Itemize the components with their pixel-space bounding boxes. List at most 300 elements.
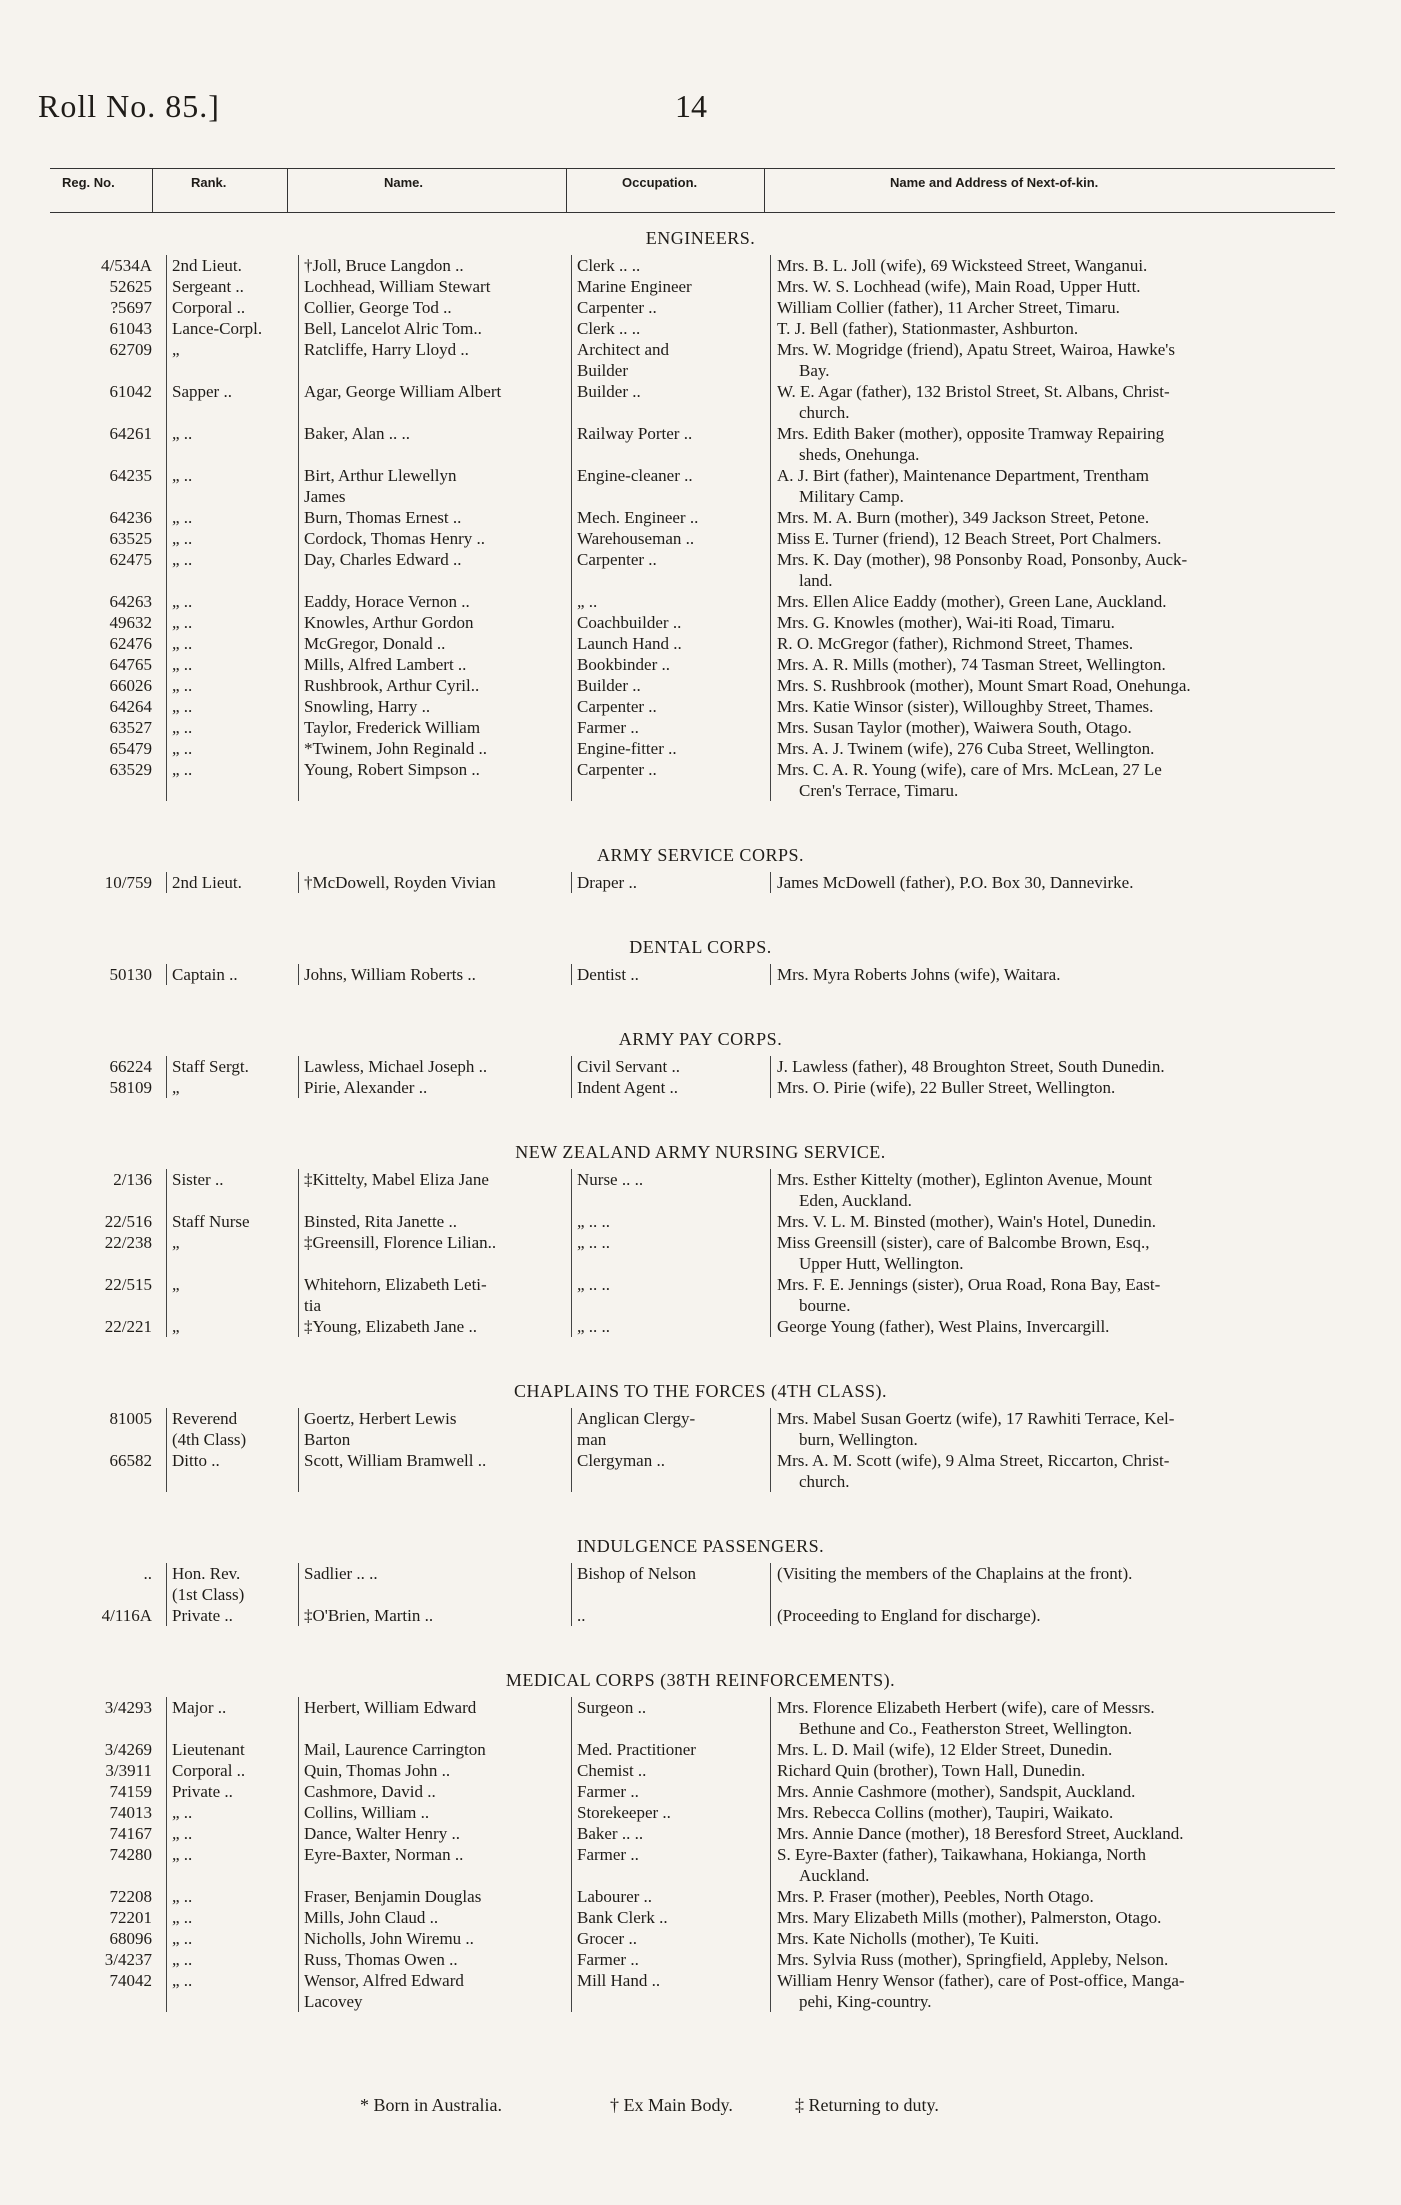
next-of-kin-cell [770,717,1372,738]
next-of-kin-cell [770,1949,1372,1970]
next-of-kin-line: Mrs. Myra Roberts Johns (wife), Waitara. [777,965,1061,984]
soldier-name-cell: Day, Charles Edward .. [298,549,569,591]
reg-number-cell: 22/516 [104,1212,152,1231]
soldier-name-cell: Young, Robert Simpson .. [298,759,569,801]
roll-entry-row [0,1450,1401,1492]
header-divider [764,168,765,212]
occupation-cell: Carpenter .. [571,696,767,717]
rank-line: Hon. Rev. [172,1564,241,1583]
reg-number-cell: 64236 [109,508,152,527]
soldier-name-line: Lacovey [304,1992,363,2011]
rank-cell: „ .. [166,465,296,507]
next-of-kin-cell [770,381,1372,423]
next-of-kin-line: Mrs. O. Pirie (wife), 22 Buller Street, Wellington. [777,1078,1116,1097]
reg-number-cell: 64264 [109,697,152,716]
occupation-cell: Marine Engineer [571,276,767,297]
next-of-kin-cell [770,1316,1372,1337]
reg-number-cell: 4/534A [101,256,152,275]
next-of-kin-line: S. Eyre-Baxter (father), Taikawhana, Hokianga, North [777,1845,1147,1864]
reg-number-cell: 66224 [109,1057,152,1076]
next-of-kin-line: Mrs. Florence Elizabeth Herbert (wife), care of Messrs. [777,1698,1155,1717]
occupation-cell: Dentist .. [571,964,767,985]
rank-cell: „ .. [166,696,296,717]
reg-number-cell: 64765 [109,655,152,674]
reg-number-cell: 22/515 [104,1275,152,1294]
occupation-line: Anglican Clergy- [577,1409,696,1428]
occupation-cell: Carpenter .. [571,297,767,318]
next-of-kin-line: Military Camp. [799,487,904,506]
soldier-name-cell: Johns, William Roberts .. [298,964,569,985]
reg-number-cell: 72201 [109,1908,152,1927]
next-of-kin-line: Mrs. V. L. M. Binsted (mother), Wain's Hotel, Dunedin. [777,1212,1156,1231]
next-of-kin-line: Mrs. Ellen Alice Eaddy (mother), Green Lane, Auckland. [777,592,1167,611]
rank-line: Reverend [172,1409,238,1428]
rank-cell: „ [166,1077,296,1098]
rank-cell: „ .. [166,1928,296,1949]
soldier-name-cell: Ratcliffe, Harry Lloyd .. [298,339,569,381]
roll-entry-row [0,255,1401,276]
soldier-name-line: James [304,487,346,506]
roll-entry-row [0,654,1401,675]
next-of-kin-line: Auckland. [799,1866,870,1885]
next-of-kin-cell [770,1056,1372,1077]
reg-number-cell: 74013 [109,1803,152,1822]
next-of-kin-cell [770,1211,1372,1232]
occupation-cell: Bookbinder .. [571,654,767,675]
occupation-cell: Farmer .. [571,717,767,738]
reg-number-cell: 3/3911 [105,1761,152,1780]
roll-content [0,228,1401,2012]
rank-cell: „ .. [166,612,296,633]
reg-number-cell: 50130 [109,965,152,984]
next-of-kin-line: Miss E. Turner (friend), 12 Beach Street, Port Chalmers. [777,529,1162,548]
reg-number-cell: 72208 [109,1887,152,1906]
rank-cell: Sergeant .. [166,276,296,297]
occupation-cell: „ .. .. [571,1274,767,1316]
rank-cell: „ .. [166,1970,296,2012]
occupation-cell: Surgeon .. [571,1697,767,1739]
occupation-cell: Launch Hand .. [571,633,767,654]
soldier-name-cell: Eaddy, Horace Vernon .. [298,591,569,612]
next-of-kin-line: Mrs. A. R. Mills (mother), 74 Tasman Street, Wellington. [777,655,1166,674]
rank-cell: Corporal .. [166,1760,296,1781]
roll-entry-row [0,1232,1401,1274]
roll-entry-row [0,1949,1401,1970]
next-of-kin-line: William Collier (father), 11 Archer Street, Timaru. [777,298,1120,317]
col-header-occupation: Occupation. [622,175,698,190]
reg-number-cell: 65479 [109,739,152,758]
reg-number-cell: 4/116A [101,1606,152,1625]
rank-cell: „ .. [166,1907,296,1928]
next-of-kin-cell [770,1760,1372,1781]
next-of-kin-line: Mrs. Annie Dance (mother), 18 Beresford Street, Auckland. [777,1824,1184,1843]
roll-entry-row [0,318,1401,339]
occupation-cell: Chemist .. [571,1760,767,1781]
section-title: ENGINEERS. [645,228,756,248]
rank-cell: „ .. [166,1823,296,1844]
reg-number-cell: 81005 [109,1409,152,1428]
rank-cell: Private .. [166,1605,296,1626]
reg-number-cell: 3/4237 [104,1950,152,1969]
occupation-cell: Engine-fitter .. [571,738,767,759]
next-of-kin-cell [770,591,1372,612]
soldier-name-cell: Taylor, Frederick William [298,717,569,738]
soldier-name-cell: Rushbrook, Arthur Cyril.. [298,675,569,696]
soldier-name-cell: †McDowell, Royden Vivian [298,872,569,893]
next-of-kin-line: Mrs. Mabel Susan Goertz (wife), 17 Rawhiti Terrace, Kel- [777,1409,1175,1428]
soldier-name-cell: ‡Young, Elizabeth Jane .. [298,1316,569,1337]
next-of-kin-line: pehi, King-country. [799,1992,932,2011]
next-of-kin-line: Mrs. P. Fraser (mother), Peebles, North Otago. [777,1887,1094,1906]
roll-entry-row [0,1408,1401,1450]
soldier-name-cell: Scott, William Bramwell .. [298,1450,569,1492]
header-rule-top [50,168,1335,169]
occupation-cell: Warehouseman .. [571,528,767,549]
reg-number-cell: 52625 [109,277,152,296]
rank-cell [166,1563,296,1605]
page-number: 14 [675,88,707,124]
occupation-cell: Mech. Engineer .. [571,507,767,528]
roll-entry-row [0,1970,1401,2012]
next-of-kin-cell [770,528,1372,549]
next-of-kin-cell [770,1802,1372,1823]
occupation-line: Builder [577,361,628,380]
rank-cell: Staff Sergt. [166,1056,296,1077]
reg-number-cell: 61042 [109,382,152,401]
next-of-kin-cell [770,612,1372,633]
soldier-name-cell: Collier, George Tod .. [298,297,569,318]
reg-number-cell: 74280 [109,1845,152,1864]
next-of-kin-cell [770,507,1372,528]
roll-entry-row [0,964,1401,985]
occupation-cell: „ .. .. [571,1211,767,1232]
rank-cell: „ .. [166,738,296,759]
occupation-cell: .. [571,1605,767,1626]
next-of-kin-line: Mrs. Susan Taylor (mother), Waiwera South, Otago. [777,718,1132,737]
occupation-cell: Builder .. [571,675,767,696]
next-of-kin-line: burn, Wellington. [799,1430,918,1449]
rank-cell: „ .. [166,423,296,465]
next-of-kin-cell [770,423,1372,465]
rank-cell: „ .. [166,654,296,675]
rank-cell: Lieutenant [166,1739,296,1760]
section-title: ARMY PAY CORPS. [618,1029,783,1049]
roll-entry-row [0,549,1401,591]
occupation-cell [571,1408,767,1450]
soldier-name-cell: Eyre-Baxter, Norman .. [298,1844,569,1886]
roll-entry-row [0,1605,1401,1626]
next-of-kin-cell [770,1450,1372,1492]
next-of-kin-line: Mrs. Esther Kittelty (mother), Eglinton Avenue, Mount [777,1170,1153,1189]
soldier-name-cell [298,1408,569,1450]
occupation-cell: Bank Clerk .. [571,1907,767,1928]
occupation-cell: Carpenter .. [571,759,767,801]
next-of-kin-line: George Young (father), West Plains, Invercargill. [777,1317,1110,1336]
rank-cell: „ .. [166,528,296,549]
next-of-kin-line: Mrs. B. L. Joll (wife), 69 Wicksteed Street, Wanganui. [777,256,1148,275]
soldier-name-line: Wensor, Alfred Edward [304,1971,464,1990]
occupation-cell: Clerk .. .. [571,255,767,276]
next-of-kin-line: sheds, Onehunga. [799,445,920,464]
roll-entry-row [0,633,1401,654]
next-of-kin-line: Bethune and Co., Featherston Street, Wellington. [799,1719,1133,1738]
reg-number-cell: 10/759 [104,873,152,892]
roll-entry-row [0,1169,1401,1211]
next-of-kin-line: Mrs. F. E. Jennings (sister), Orua Road, Rona Bay, East- [777,1275,1161,1294]
soldier-name-line: tia [304,1296,321,1315]
roll-entry-row [0,528,1401,549]
next-of-kin-line: Mrs. K. Day (mother), 98 Ponsonby Road, Ponsonby, Auck- [777,550,1188,569]
roll-entry-row [0,675,1401,696]
soldier-name-cell: ‡Greensill, Florence Lilian.. [298,1232,569,1274]
soldier-name-cell: Mail, Laurence Carrington [298,1739,569,1760]
occupation-cell: Labourer .. [571,1886,767,1907]
next-of-kin-line: (Proceeding to England for discharge). [777,1606,1041,1625]
soldier-name-cell [298,465,569,507]
col-header-name: Name. [384,175,424,190]
next-of-kin-line: Upper Hutt, Wellington. [799,1254,964,1273]
next-of-kin-cell [770,1928,1372,1949]
next-of-kin-line: W. E. Agar (father), 132 Bristol Street, St. Albans, Christ- [777,382,1170,401]
roll-entry-row [0,696,1401,717]
soldier-name-cell: Quin, Thomas John .. [298,1760,569,1781]
next-of-kin-cell [770,1077,1372,1098]
occupation-cell: „ .. [571,591,767,612]
next-of-kin-line: T. J. Bell (father), Stationmaster, Ashburton. [777,319,1079,338]
next-of-kin-line: Mrs. Sylvia Russ (mother), Springfield, Appleby, Nelson. [777,1950,1169,1969]
rank-cell: „ [166,1232,296,1274]
rank-line: (4th Class) [172,1430,247,1449]
reg-number-cell: 63525 [109,529,152,548]
roll-entry-row [0,276,1401,297]
occupation-cell: Storekeeper .. [571,1802,767,1823]
next-of-kin-cell [770,1605,1372,1626]
soldier-name-line: Goertz, Herbert Lewis [304,1409,457,1428]
occupation-cell: Farmer .. [571,1844,767,1886]
next-of-kin-line: Bay. [799,361,830,380]
roll-entry-row [0,339,1401,381]
next-of-kin-line: Mrs. Katie Winsor (sister), Willoughby Street, Thames. [777,697,1154,716]
occupation-cell: Bishop of Nelson [571,1563,767,1605]
roll-entry-row [0,1760,1401,1781]
header-rule-bottom [50,212,1335,213]
next-of-kin-cell [770,759,1372,801]
next-of-kin-line: church. [799,403,850,422]
rank-cell: „ .. [166,633,296,654]
reg-number-cell: 63527 [109,718,152,737]
soldier-name-cell: Cordock, Thomas Henry .. [298,528,569,549]
roll-entry-row [0,1928,1401,1949]
rank-cell: Major .. [166,1697,296,1739]
roll-entry-row [0,1077,1401,1098]
next-of-kin-line: Mrs. L. D. Mail (wife), 12 Elder Street, Dunedin. [777,1740,1113,1759]
roll-entry-row [0,507,1401,528]
next-of-kin-line: land. [799,571,833,590]
rank-cell: „ .. [166,717,296,738]
roll-entry-row [0,872,1401,893]
soldier-name-cell: Mills, Alfred Lambert .. [298,654,569,675]
roll-entry-row [0,717,1401,738]
rank-cell: Private .. [166,1781,296,1802]
next-of-kin-cell [770,1739,1372,1760]
occupation-cell: Indent Agent .. [571,1077,767,1098]
occupation-cell: Med. Practitioner [571,1739,767,1760]
reg-number-cell: 63529 [109,760,152,779]
soldier-name-cell: Pirie, Alexander .. [298,1077,569,1098]
occupation-line: man [577,1430,607,1449]
reg-number-cell: 58109 [109,1078,152,1097]
soldier-name-cell: Sadlier .. .. [298,1563,569,1605]
rank-cell: 2nd Lieut. [166,872,296,893]
next-of-kin-cell [770,654,1372,675]
rank-cell: „ .. [166,549,296,591]
rank-cell: „ .. [166,759,296,801]
next-of-kin-line: Mrs. Mary Elizabeth Mills (mother), Palmerston, Otago. [777,1908,1162,1927]
next-of-kin-cell [770,465,1372,507]
next-of-kin-line: Eden, Auckland. [799,1191,912,1210]
reg-number-cell: 64261 [109,424,152,443]
rank-cell: „ .. [166,1802,296,1823]
header-divider [566,168,567,212]
next-of-kin-cell [770,297,1372,318]
roll-entry-row [0,1844,1401,1886]
rank-cell: 2nd Lieut. [166,255,296,276]
roll-entry-row [0,1886,1401,1907]
rank-cell: „ .. [166,507,296,528]
reg-number-cell: 22/221 [104,1317,152,1336]
occupation-cell: Carpenter .. [571,549,767,591]
next-of-kin-cell [770,964,1372,985]
next-of-kin-line: Mrs. Edith Baker (mother), opposite Tramway Repairing [777,424,1165,443]
rank-cell: „ .. [166,591,296,612]
next-of-kin-line: bourne. [799,1296,851,1315]
rank-cell: Captain .. [166,964,296,985]
footnote-born-australia: * Born in Australia. [360,2095,502,2115]
next-of-kin-line: Richard Quin (brother), Town Hall, Dunedin. [777,1761,1086,1780]
rank-cell [166,1408,296,1450]
rank-cell: Ditto .. [166,1450,296,1492]
reg-number-cell: 2/136 [113,1170,152,1189]
reg-number-cell: 62709 [109,340,152,359]
next-of-kin-cell [770,1408,1372,1450]
next-of-kin-cell [770,696,1372,717]
occupation-cell: Farmer .. [571,1949,767,1970]
section-title: ARMY SERVICE CORPS. [597,845,804,865]
page-title: Roll No. 85.] [38,88,220,124]
reg-number-cell: 3/4293 [104,1698,152,1717]
soldier-name-cell: Snowling, Harry .. [298,696,569,717]
header-divider [287,168,288,212]
section-title: INDULGENCE PASSENGERS. [576,1536,825,1556]
occupation-cell: Civil Servant .. [571,1056,767,1077]
next-of-kin-line: (Visiting the members of the Chaplains at the front). [777,1564,1133,1583]
soldier-name-cell: Baker, Alan .. .. [298,423,569,465]
roll-entry-row [0,1056,1401,1077]
soldier-name-cell: Knowles, Arthur Gordon [298,612,569,633]
header-divider [152,168,153,212]
next-of-kin-cell [770,872,1372,893]
reg-number-cell: 66582 [109,1451,152,1470]
roll-entry-row [0,1781,1401,1802]
occupation-line: Architect and [577,340,670,359]
next-of-kin-line: J. Lawless (father), 48 Broughton Street, South Dunedin. [777,1057,1165,1076]
next-of-kin-line: James McDowell (father), P.O. Box 30, Dannevirke. [777,873,1134,892]
reg-number-cell: 61043 [109,319,152,338]
soldier-name-cell: Lawless, Michael Joseph .. [298,1056,569,1077]
soldier-name-cell: ‡Kittelty, Mabel Eliza Jane [298,1169,569,1211]
section-title: NEW ZEALAND ARMY NURSING SERVICE. [515,1142,886,1162]
footnote-ex-main-body: † Ex Main Body. [610,2095,733,2115]
next-of-kin-cell [770,675,1372,696]
footnote-returning-duty: ‡ Returning to duty. [795,2095,939,2115]
soldier-name-cell: Lochhead, William Stewart [298,276,569,297]
rank-cell: Staff Nurse [166,1211,296,1232]
occupation-cell: Nurse .. .. [571,1169,767,1211]
column-headers [0,175,1401,209]
reg-number-cell: 64263 [109,592,152,611]
occupation-cell: Clergyman .. [571,1450,767,1492]
rank-cell: „ .. [166,1886,296,1907]
occupation-cell: Engine-cleaner .. [571,465,767,507]
roll-entry-row [0,591,1401,612]
next-of-kin-line: R. O. McGregor (father), Richmond Street, Thames. [777,634,1134,653]
rank-cell: Lance-Corpl. [166,318,296,339]
reg-number-cell: .. [143,1564,152,1583]
soldier-name-cell: *Twinem, John Reginald .. [298,738,569,759]
soldier-name-cell: Nicholls, John Wiremu .. [298,1928,569,1949]
roll-entry-row [0,1697,1401,1739]
roll-entry-row [0,1274,1401,1316]
next-of-kin-line: Mrs. Kate Nicholls (mother), Te Kuiti. [777,1929,1039,1948]
next-of-kin-cell [770,1781,1372,1802]
next-of-kin-cell [770,276,1372,297]
soldier-name-line: Whitehorn, Elizabeth Leti- [304,1275,487,1294]
occupation-cell: Mill Hand .. [571,1970,767,2012]
soldier-name-cell: Fraser, Benjamin Douglas [298,1886,569,1907]
reg-number-cell: 62475 [109,550,152,569]
rank-cell: „ [166,1316,296,1337]
occupation-cell: Draper .. [571,872,767,893]
occupation-cell: Baker .. .. [571,1823,767,1844]
next-of-kin-line: Mrs. G. Knowles (mother), Wai-iti Road, Timaru. [777,613,1115,632]
roll-entry-row [0,297,1401,318]
soldier-name-cell: Agar, George William Albert [298,381,569,423]
occupation-cell: „ .. .. [571,1316,767,1337]
next-of-kin-line: Cren's Terrace, Timaru. [799,781,959,800]
occupation-cell: Clerk .. .. [571,318,767,339]
roll-entry-row [0,612,1401,633]
next-of-kin-line: Mrs. A. M. Scott (wife), 9 Alma Street, Riccarton, Christ- [777,1451,1170,1470]
next-of-kin-line: Mrs. Rebecca Collins (mother), Taupiri, Waikato. [777,1803,1114,1822]
next-of-kin-line: Mrs. S. Rushbrook (mother), Mount Smart Road, Onehunga. [777,676,1191,695]
next-of-kin-cell [770,1823,1372,1844]
soldier-name-cell: †Joll, Bruce Langdon .. [298,255,569,276]
next-of-kin-line: Mrs. W. Mogridge (friend), Apatu Street, Wairoa, Hawke's [777,340,1175,359]
next-of-kin-cell [770,318,1372,339]
roll-entry-row [0,1739,1401,1760]
next-of-kin-cell [770,339,1372,381]
rank-cell: „ .. [166,675,296,696]
col-header-rank: Rank. [191,175,227,190]
roll-entry-row [0,381,1401,423]
next-of-kin-line: William Henry Wensor (father), care of Post-office, Manga- [777,1971,1185,1990]
rank-cell: „ .. [166,1949,296,1970]
reg-number-cell: ?5697 [110,298,152,317]
next-of-kin-line: A. J. Birt (father), Maintenance Department, Trentham [777,466,1150,485]
rank-cell: Corporal .. [166,297,296,318]
next-of-kin-line: Mrs. W. S. Lochhead (wife), Main Road, Upper Hutt. [777,277,1141,296]
reg-number-cell: 3/4269 [104,1740,152,1759]
